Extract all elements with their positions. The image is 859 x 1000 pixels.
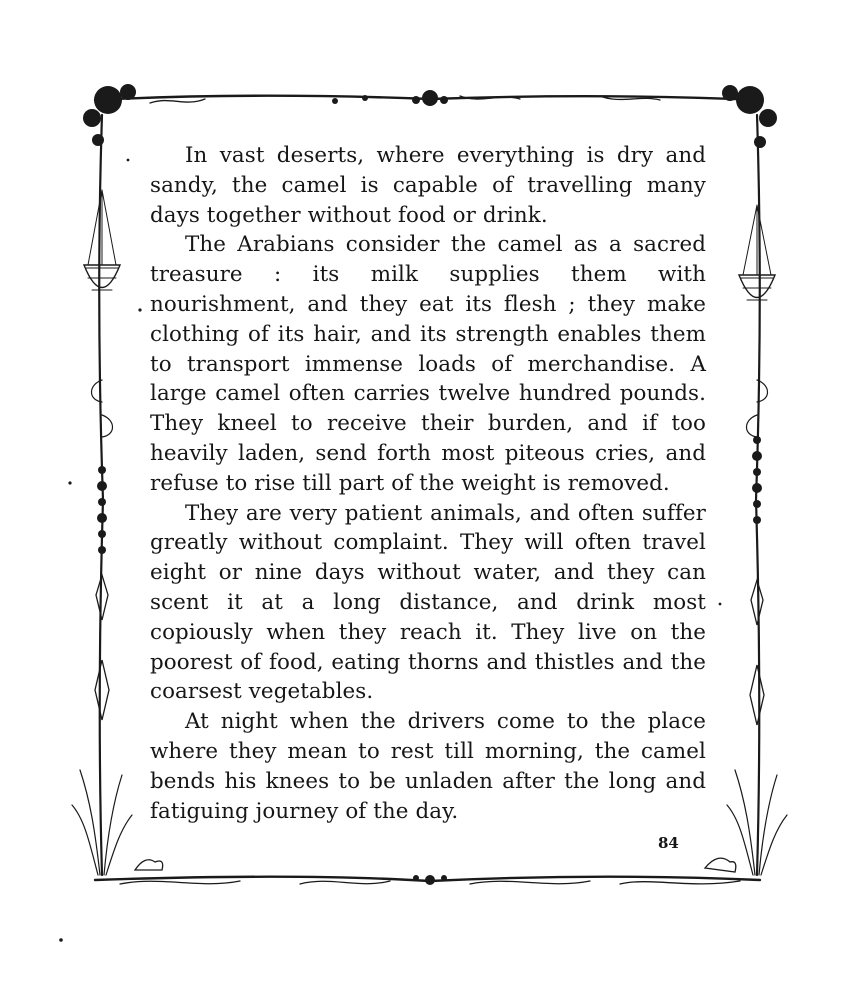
paragraph: At night when the drivers come to the place where they mean to rest till morning, the camel bends his knees to be unladen after the long and fatiguing journey of the day. [150, 709, 706, 824]
paragraph: In vast deserts, where everything is dry and sandy, the camel is capable of travelling many days together without food or drink. [150, 143, 706, 228]
page-number: 84 [658, 834, 679, 852]
body-text [150, 141, 706, 826]
paragraph: The Arabians consider the camel as a sacred treasure : its milk supplies them with nourishment, and they eat its flesh ; they make clothing of its hair, and its strength enables them to transport immense loads of merchandise. A large camel often carries twelve hundred pounds. They kneel to receive their burden, and if too heavily laden, send forth most piteous cries, and refuse to rise till part of the weight is removed. [150, 232, 706, 496]
paragraph: They are very patient animals, and often suffer greatly without complaint. They will often travel eight or nine days without water, and they can scent it at a long distance, and drink most copiously when they reach it. They live on the poorest of food, eating thorns and thistles and the coarsest vegetables. [150, 500, 706, 705]
